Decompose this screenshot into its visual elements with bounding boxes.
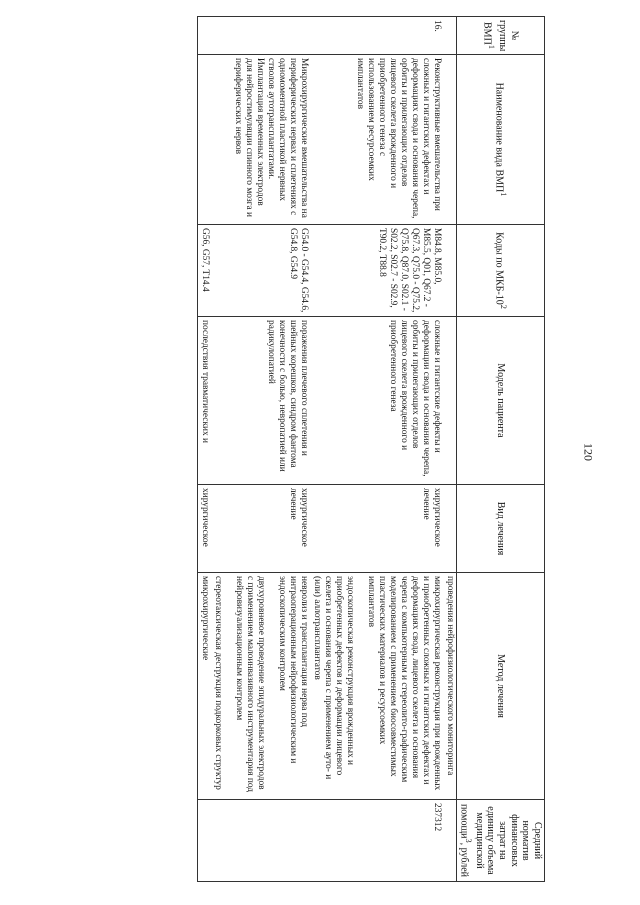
- cell-group-number: [443, 17, 457, 55]
- cell-group-number: 16.: [310, 17, 443, 55]
- cell-vmp-name: Реконструктивные вмешательства при сложных и гигантских дефектах и деформациях свода и основания черепа, орбиты и прилегающих отделов лицевого скелета врожденного и приобретенного генеза с использованием ресурсоемких имплантатов: [310, 55, 443, 225]
- header-icd-codes: Коды по МКБ-$10^2$: [456, 225, 544, 317]
- table-row: [443, 17, 457, 882]
- cell-group-number: [197, 17, 211, 55]
- cell-icd-codes: G56, G57, T14.4: [197, 225, 211, 317]
- cell-treatment-method: [211, 573, 310, 800]
- method-text: невролиз и трансплантация нерва под интраоперационным нейрофизиологическим и эндоскопическим контролем: [276, 576, 309, 764]
- cell-treatment-method: [310, 573, 443, 800]
- cell-vmp-name: [443, 55, 457, 225]
- document-page: [100, 16, 545, 881]
- cell-treatment-type: хирургическое лечение: [211, 485, 310, 573]
- header-vmp-name: Наименование вида ВМП$^1$: [456, 55, 544, 225]
- page-number: 120: [581, 443, 596, 461]
- cell-cost: 237312: [310, 800, 443, 882]
- cell-cost: [211, 800, 310, 882]
- table-row: [310, 17, 443, 882]
- header-group-number: № группы ВМП$^1$: [456, 17, 544, 55]
- cell-icd-codes: [443, 225, 457, 317]
- cell-icd-codes: M84.8, M85.0, M85.5, Q01, Q67.2 - Q67.3, Q75.0 - Q75.2, Q75.8, Q87.0, S02.1 - S02.2, S02.7 - S02.9, T90.2, T88.8: [310, 225, 443, 317]
- method-text: проведения нейрофизиологического мониторинга: [444, 576, 455, 776]
- cell-treatment-type: [443, 485, 457, 573]
- cell-patient-model: поражения плечевого сплетения и шейных корешков, синдром фантома конечности с болью, невропатией или радикулопатией: [211, 317, 310, 485]
- table-row: [211, 17, 310, 882]
- cell-patient-model: [443, 317, 457, 485]
- method-text: микрохирургическая реконструкция при врожденных и приобретенных сложных и гигантских дефектах и деформациях свода, лицевого скелета и основания черепа с компьютерным и стереолито-графическим моделированием с применением биосовместимых пластических материалов и ресурсоемких имплантатов: [365, 576, 442, 791]
- header-cost: Средний норматив финансовых затрат на единицу объема медицинской помощи$^3$, рублей: [456, 800, 544, 882]
- cell-patient-model: последствия травматических и: [197, 317, 211, 485]
- cell-treatment-method: [443, 573, 457, 800]
- method-text: стереотаксическая деструкция подкорковых структур: [212, 576, 223, 790]
- cell-treatment-type: хирургическое: [197, 485, 211, 573]
- table-header-row: [456, 17, 544, 882]
- cell-treatment-method: [197, 573, 211, 800]
- cell-group-number: [211, 17, 310, 55]
- method-text: двухуровневое проведение эпидуральных электродов с применением малоинвазивного инструментария под нейровизуализационным контролем: [233, 576, 266, 793]
- cell-vmp-name: Микрохирургические вмешательства на периферических нервах и сплетениях с одномоментной пластикой нервных стволов аутотрансплантатами. Имплантация временных электродов для нейростимуляции спинного мозга и периферических нервов: [211, 55, 310, 225]
- header-treatment-method: Метод лечения: [456, 573, 544, 800]
- cell-treatment-type: хирургическое лечение: [310, 485, 443, 573]
- cell-icd-codes: G54.0 - G54.4, G54.6, G54.8, G54.9: [211, 225, 310, 317]
- cell-vmp-name: [197, 55, 211, 225]
- method-text: микрохирургические: [199, 576, 210, 661]
- header-patient-model: Модель пациента: [456, 317, 544, 485]
- header-treatment-type: Вид лечения: [456, 485, 544, 573]
- method-text: эндоскопическая реконструкция врожденных и приобретенных дефектов и деформации лицевого скелета и основания черепа с применением ауто- и (или) аллотрансплантатов: [311, 576, 355, 780]
- cell-cost: [197, 800, 211, 882]
- cell-cost: [443, 800, 457, 882]
- vmp-table: [197, 16, 545, 882]
- cell-patient-model: сложные и гигантские дефекты и деформации свода и основания черепа, орбиты и прилегающих отделов лицевого скелета врожденного и приобретенного генеза: [310, 317, 443, 485]
- table-row: [197, 17, 211, 882]
